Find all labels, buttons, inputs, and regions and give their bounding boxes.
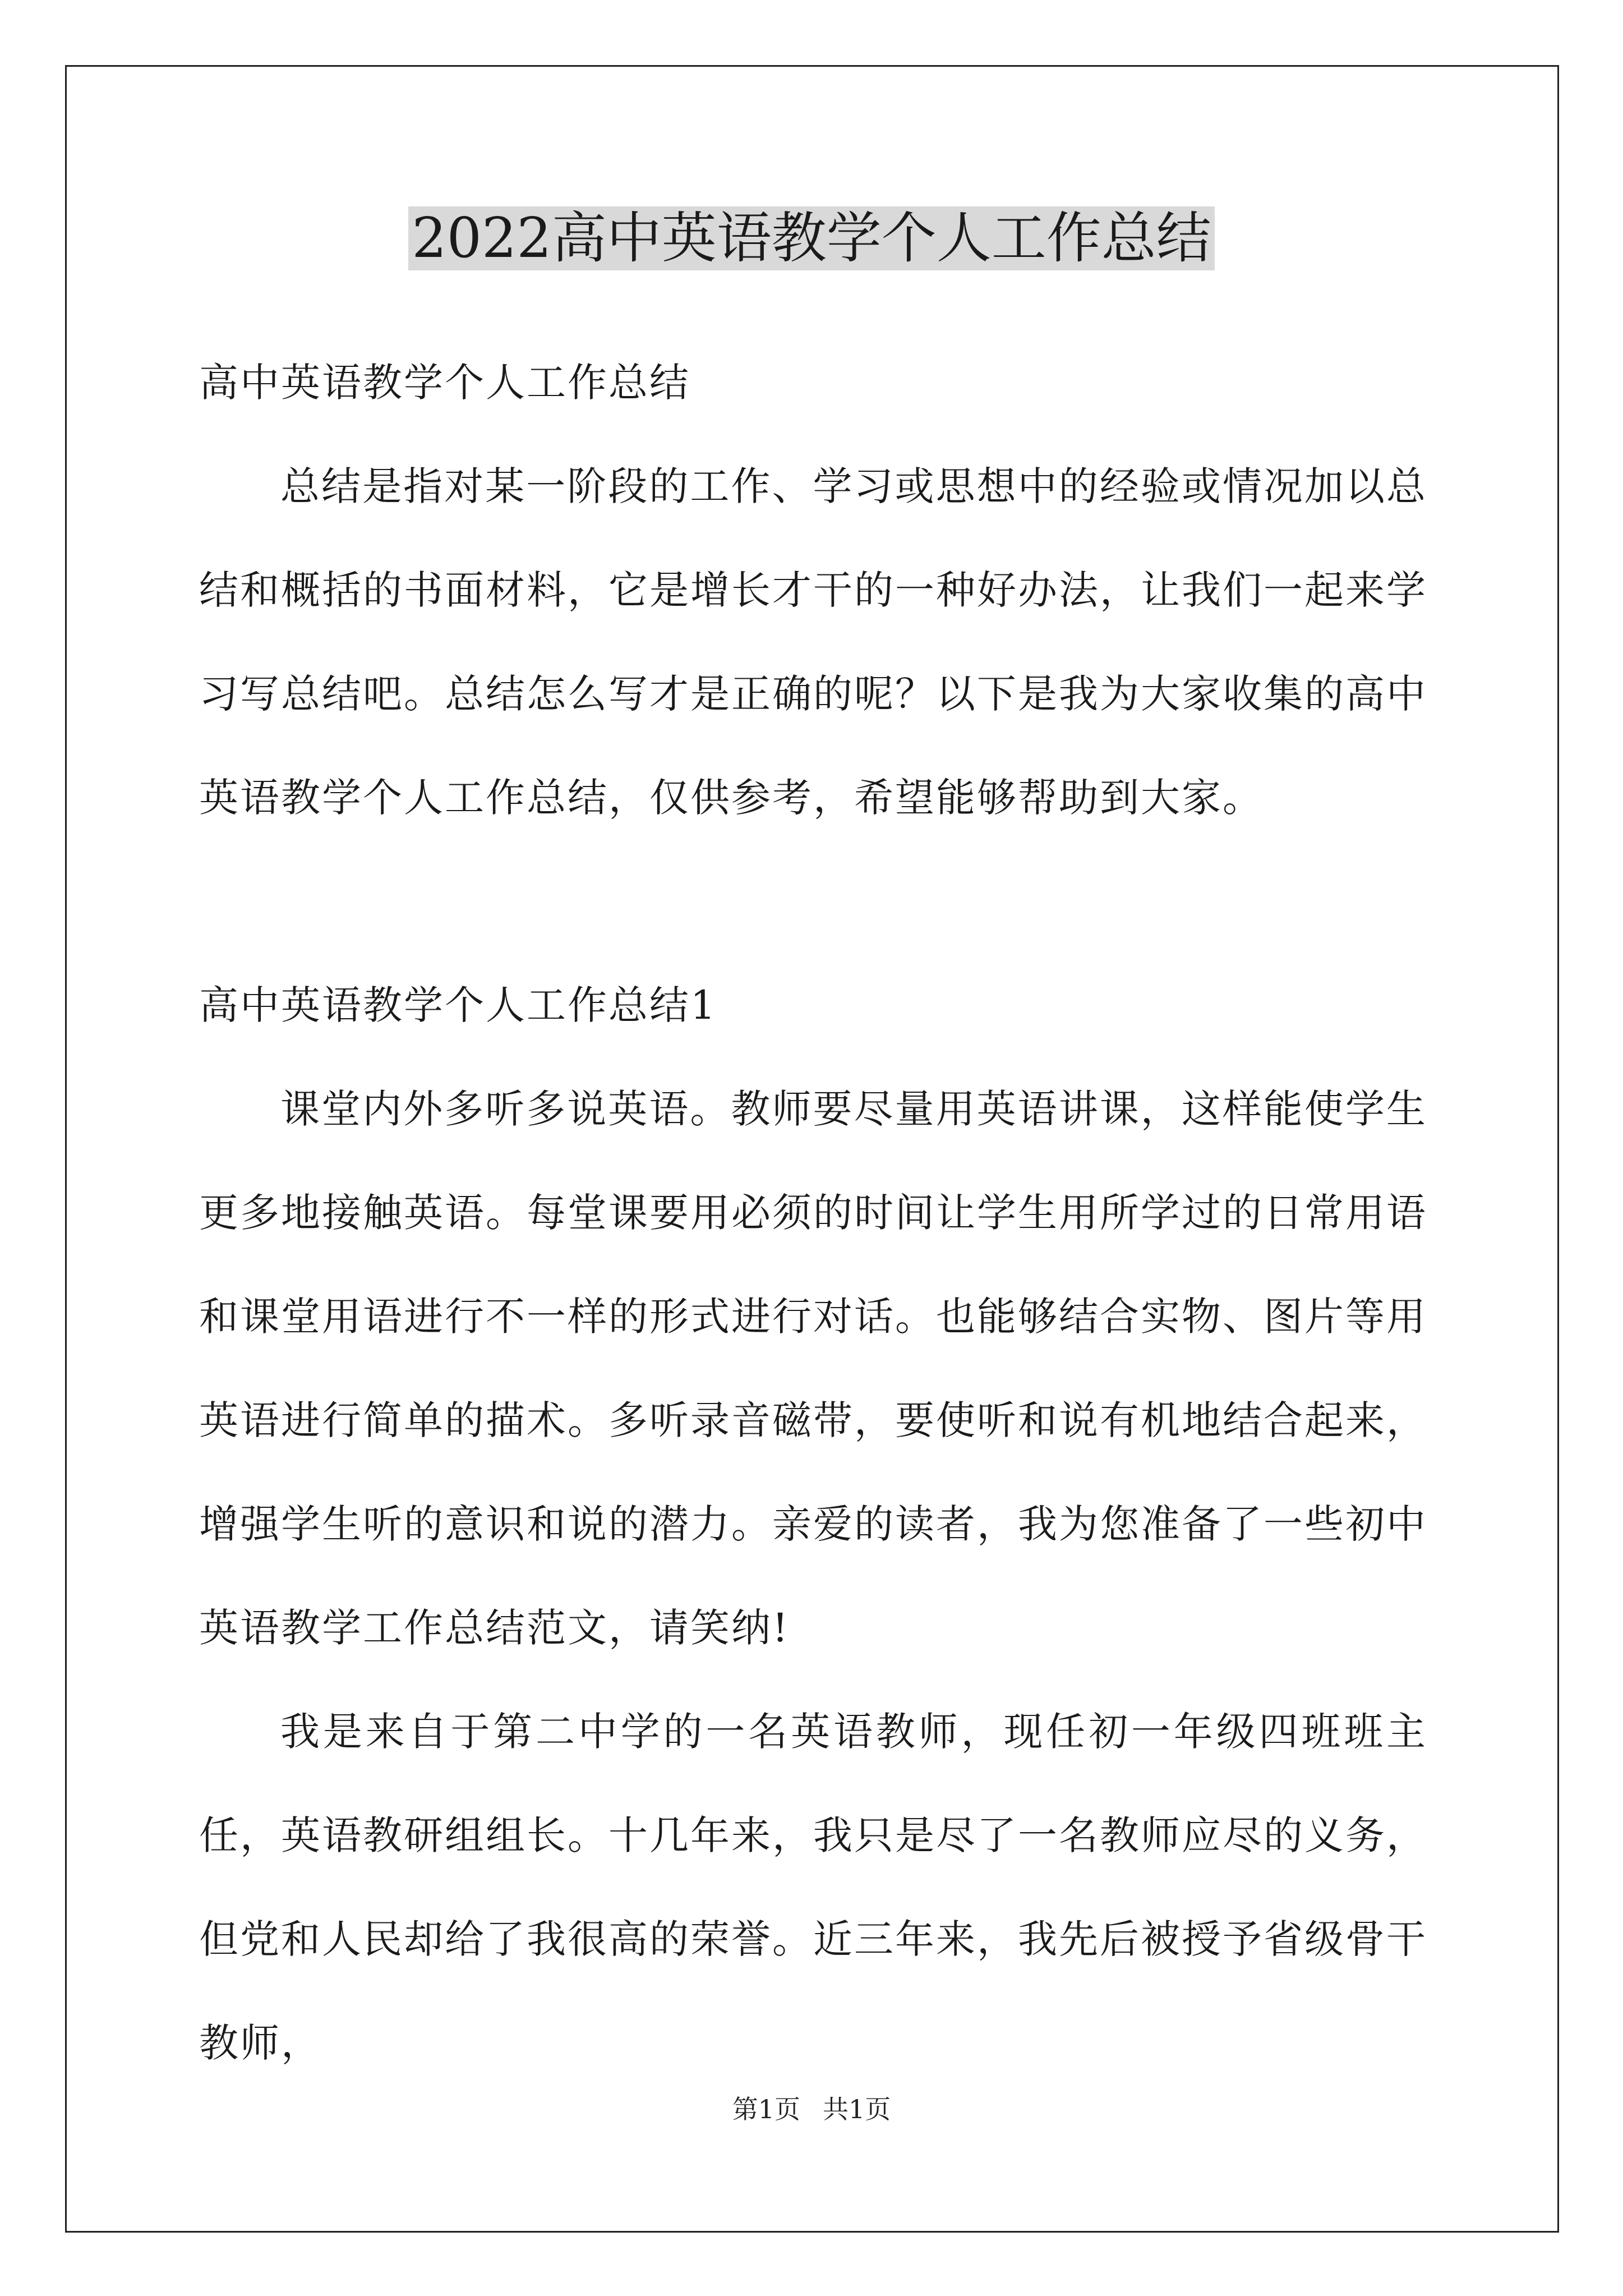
document-subtitle: 高中英语教学个人工作总结 bbox=[199, 360, 690, 406]
section-paragraph: 课堂内外多听多说英语。教师要尽量用英语讲课，这样能使学生更多地接触英语。每堂课要用必须的时间让学生用所学过的日常用语和课堂用语进行不一样的形式进行对话。也能够结合实物、图片等用英语进行简单的描术。多听录音磁带，要使听和说有机地结合起来，增强学生听的意识和说的潜力。亲爱的读者，我为您准备了一些初中英语教学工作总结范文，请笑纳! bbox=[199, 1086, 1427, 1651]
intro-paragraph: 总结是指对某一阶段的工作、学习或思想中的经验或情况加以总结和概括的书面材料，它是增长才干的一种好办法，让我们一起来学习写总结吧。总结怎么写才是正确的呢？以下是我为大家收集的高中英语教学个人工作总结，仅供参考，希望能够帮助到大家。 bbox=[199, 463, 1427, 821]
page-footer bbox=[0, 2092, 1623, 2126]
section-heading: 高中英语教学个人工作总结1 bbox=[199, 982, 717, 1028]
document-body bbox=[199, 331, 1427, 2095]
section-paragraph: 我是来自于第二中学的一名英语教师，现任初一年级四班班主任，英语教研组组长。十几年来，我只是尽了一名教师应尽的义务，但党和人民却给了我很高的荣誉。近三年来，我先后被授予省级骨干教师， bbox=[199, 1709, 1427, 2066]
document-title: 2022高中英语教学个人工作总结 bbox=[0, 196, 1623, 280]
page-total: 共1页 bbox=[823, 2094, 891, 2124]
page-number: 第1页 bbox=[732, 2094, 800, 2124]
